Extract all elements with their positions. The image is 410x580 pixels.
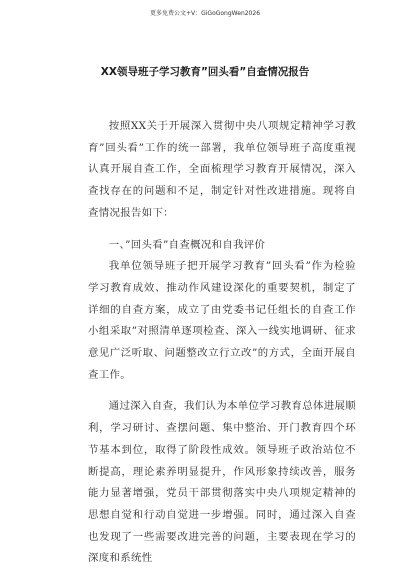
paragraph-assessment: 通过深入自查，我们认为本单位学习教育总体进展顺利，学习研讨、查摆问题、集中整治、开门教育四个环节基本到位，取得了阶段性成效。领导班子政治站位不断提高，理论素养明显提升，作风形象持续改善，服务能力显著增强，党员干部贯彻落实中央八项规定精神的思想自觉和行动自觉进一步增强。同时，通过深入自查也发现了一些需要改进完善的问题，主要表现在学习的深度和系统性: [88, 400, 356, 565]
paragraph-overview: 我单位领导班子把开展学习教育”回头看”作为检验学习教育成效、推动作风建设深化的重要契机，制定了详细的自查方案，成立了由党委书记任组长的自查工作小组采取”对照清单逐项检查、深入一线实地调研、征求意见广泛听取、问题整改立行立改”的方式，全面开展自查工作。: [88, 260, 356, 381]
header-note: 更多免费公文+V：GiGoGongWen2026: [149, 10, 261, 17]
section-heading: 一、”回头看”自查概况和自我评价: [108, 238, 266, 251]
paragraph-intro: 按照XX关于开展深入贯彻中央八项规定精神学习教育”回头看”工作的统一部署，我单位领导班子高度重视认真开展自查工作，全面梳理学习教育开展情况，深入查找存在的问题和不足，制定针对性改进措施。现将自查情况报告如下：: [88, 120, 356, 219]
document-body: [88, 116, 356, 580]
document-title: XX领导班子学习教育”回头看”自查情况报告: [100, 66, 310, 78]
